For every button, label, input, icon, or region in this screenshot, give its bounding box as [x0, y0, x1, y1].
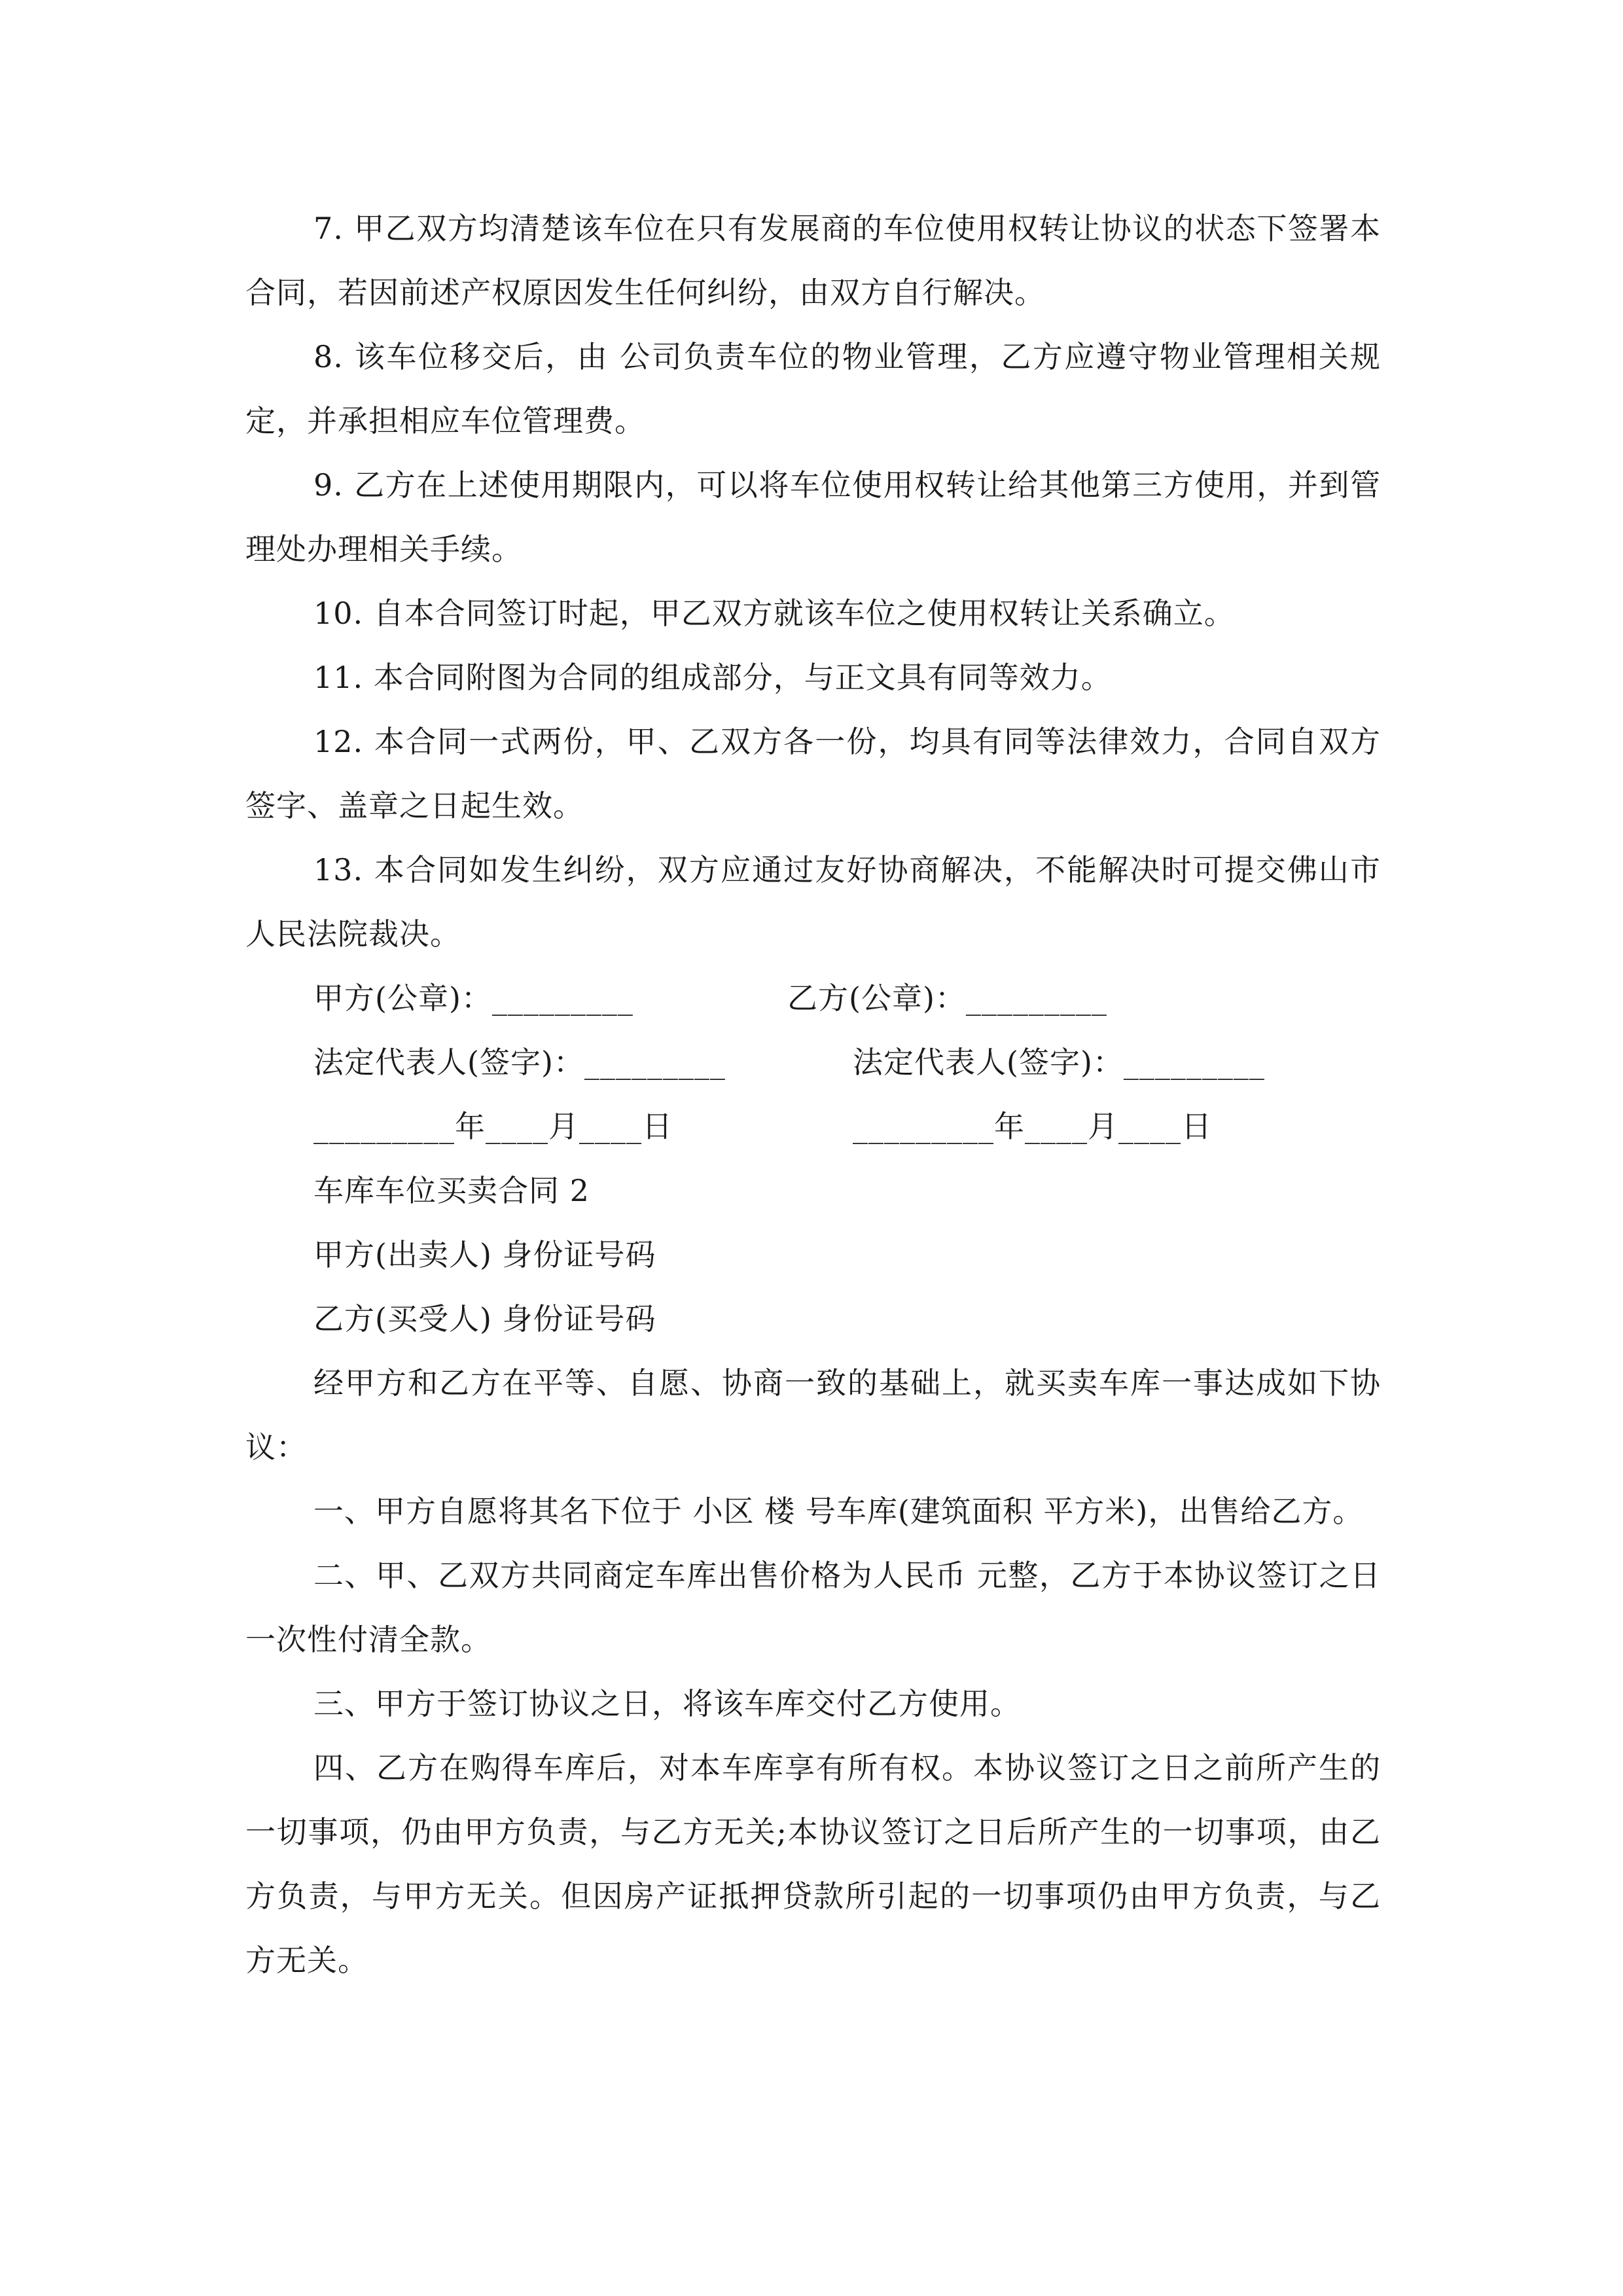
clause-9: 9. 乙方在上述使用期限内，可以将车位使用权转让给其他第三方使用，并到管理处办理相关手续。	[245, 467, 1381, 567]
agreement-intro: 经甲方和乙方在平等、自愿、协商一致的基础上，就买卖车库一事达成如下协议：	[245, 1365, 1381, 1465]
document-body	[245, 196, 1381, 1992]
article-1: 一、甲方自愿将其名下位于 小区 楼 号车库(建筑面积 平方米)，出售给乙方。	[313, 1494, 1364, 1529]
article-3: 三、甲方于签订协议之日，将该车库交付乙方使用。	[313, 1686, 1021, 1721]
party-a-date: _________年____月____日	[313, 1109, 673, 1144]
signature-seal-row	[245, 966, 1381, 1030]
buyer-id-line: 乙方(买受人) 身份证号码	[313, 1301, 656, 1336]
article-4: 四、乙方在购得车库后，对本车库享有所有权。本协议签订之日之前所产生的一切事项，仍由甲方负责，与乙方无关;本协议签订之日后所产生的一切事项，由乙方负责，与甲方无关。但因房产证抵押贷款所引起的一切事项仍由甲方负责，与乙方无关。	[245, 1750, 1381, 1978]
party-b-rep: 法定代表人(签字)：_________	[853, 1045, 1265, 1080]
signature-rep-row	[245, 1030, 1381, 1094]
clause-10: 10. 自本合同签订时起，甲乙双方就该车位之使用权转让关系确立。	[313, 596, 1235, 631]
party-b-date: _________年____月____日	[853, 1109, 1212, 1144]
seller-id-line: 甲方(出卖人) 身份证号码	[313, 1237, 656, 1272]
contract-2-title: 车库车位买卖合同 2	[313, 1173, 590, 1208]
article-2: 二、甲、乙双方共同商定车库出售价格为人民币 元整，乙方于本协议签订之日一次性付清全款。	[245, 1558, 1381, 1657]
clause-7: 7. 甲乙双方均清楚该车位在只有发展商的车位使用权转让协议的状态下签署本合同，若因前述产权原因发生任何纠纷，由双方自行解决。	[245, 211, 1381, 310]
clause-8: 8. 该车位移交后，由 公司负责车位的物业管理，乙方应遵守物业管理相关规定，并承担相应车位管理费。	[245, 339, 1381, 439]
clause-11: 11. 本合同附图为合同的组成部分，与正文具有同等效力。	[313, 660, 1112, 695]
party-b-seal: 乙方(公章)：_________	[787, 980, 1107, 1016]
party-a-rep: 法定代表人(签字)：_________	[313, 1045, 726, 1080]
signature-date-row	[245, 1094, 1381, 1158]
clause-12: 12. 本合同一式两份，甲、乙双方各一份，均具有同等法律效力，合同自双方签字、盖章之日起生效。	[245, 724, 1381, 823]
party-a-seal: 甲方(公章)：_________	[313, 980, 633, 1016]
clause-13: 13. 本合同如发生纠纷，双方应通过友好协商解决，不能解决时可提交佛山市人民法院裁决。	[245, 852, 1381, 952]
